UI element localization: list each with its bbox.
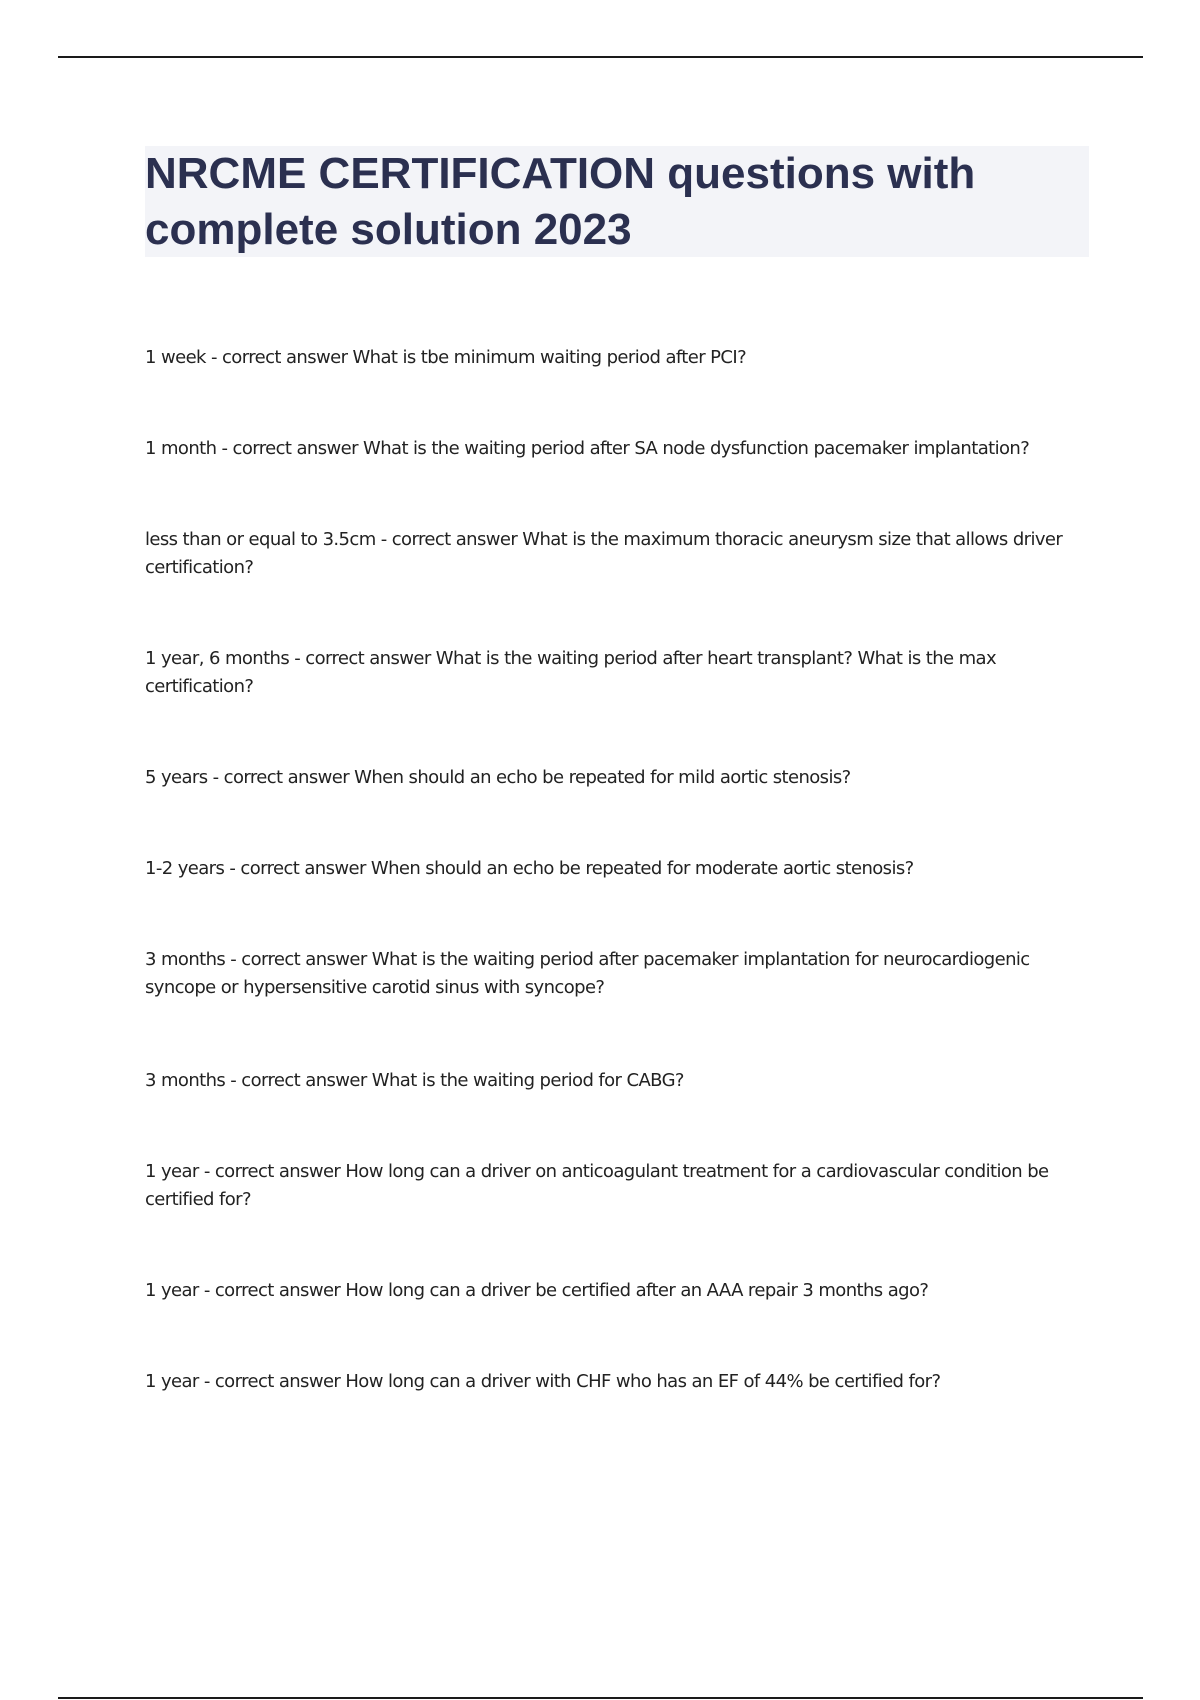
qa-item: 5 years - correct answer When should an echo be repeated for mild aortic stenosis? <box>145 767 851 788</box>
qa-item: 1 week - correct answer What is tbe minimum waiting period after PCI? <box>145 347 747 368</box>
bottom-rule <box>58 1697 1143 1699</box>
qa-item: 3 months - correct answer What is the waiting period after pacemaker implantation for neurocardiogenic syncope or hypersensitive carotid sinus with syncope? <box>145 949 1030 998</box>
title-block <box>145 146 1089 257</box>
qa-item: 1 year - correct answer How long can a driver with CHF who has an EF of 44% be certified for? <box>145 1371 941 1392</box>
qa-item: less than or equal to 3.5cm - correct answer What is the maximum thoracic aneurysm size that allows driver certification? <box>145 529 1063 578</box>
qa-item: 1 month - correct answer What is the waiting period after SA node dysfunction pacemaker implantation? <box>145 438 1030 459</box>
qa-item: 1-2 years - correct answer When should an echo be repeated for moderate aortic stenosis? <box>145 858 914 879</box>
document-title: NRCME CERTIFICATION questions with complete solution 2023 <box>145 149 976 254</box>
qa-item: 3 months - correct answer What is the waiting period for CABG? <box>145 1070 684 1091</box>
qa-item: 1 year - correct answer How long can a driver be certified after an AAA repair 3 months ago? <box>145 1280 929 1301</box>
qa-item: 1 year - correct answer How long can a driver on anticoagulant treatment for a cardiovascular condition be certified for? <box>145 1161 1049 1210</box>
top-rule <box>58 56 1143 58</box>
qa-item: 1 year, 6 months - correct answer What is the waiting period after heart transplant? What is the max certification? <box>145 648 997 697</box>
